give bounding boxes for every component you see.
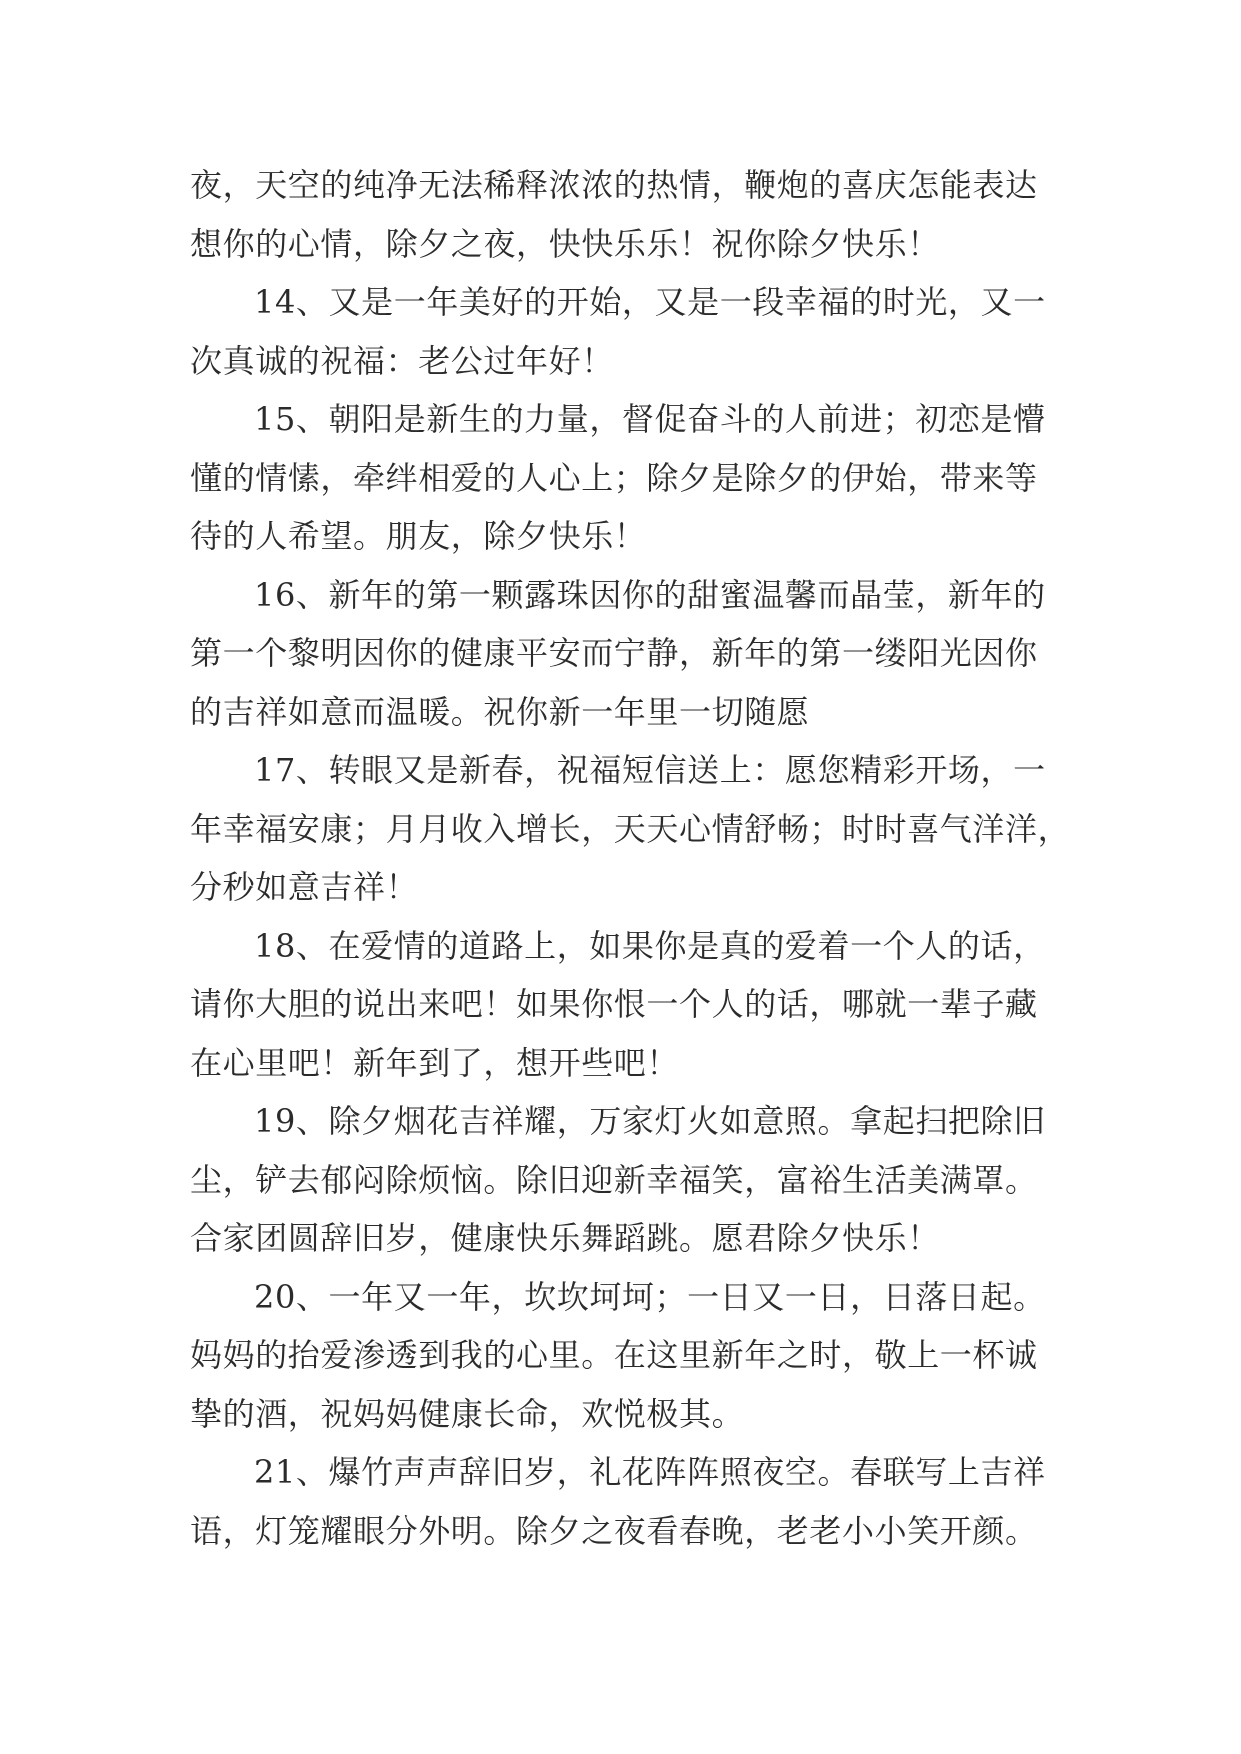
text-line: 挚的酒，祝妈妈健康长命，欢悦极其。	[190, 1394, 745, 1433]
text-line: 想你的心情，除夕之夜，快快乐乐！祝你除夕快乐！	[190, 224, 940, 263]
text-line: 14、又是一年美好的开始，又是一段幸福的时光，又一	[254, 283, 1046, 321]
text-line: 分秒如意吉祥！	[190, 868, 419, 906]
text-line: 在心里吧！新年到了，想开些吧！	[190, 1043, 680, 1082]
text-line: 合家团圆辞旧岁，健康快乐舞蹈跳。愿君除夕快乐！	[190, 1219, 940, 1257]
text-line: 次真诚的祝福：老公过年好！	[190, 341, 614, 380]
text-line: 18、在爱情的道路上，如果你是真的爱着一个人的话，	[254, 926, 1046, 965]
text-line: 17、转眼又是新春，祝福短信送上：愿您精彩开场，一	[254, 751, 1046, 789]
text-line: 语，灯笼耀眼分外明。除夕之夜看春晚，老老小小笑开颜。	[190, 1511, 1038, 1550]
text-line: 的吉祥如意而温暖。祝你新一年里一切随愿	[190, 692, 810, 731]
text-line: 16、新年的第一颗露珠因你的甜蜜温馨而晶莹，新年的	[254, 575, 1046, 614]
text-line: 第一个黎明因你的健康平安而宁静，新年的第一缕阳光因你	[190, 634, 1038, 672]
text-line: 15、朝阳是新生的力量，督促奋斗的人前进；初恋是懵	[254, 400, 1046, 438]
text-line: 懂的情愫，牵绊相爱的人心上；除夕是除夕的伊始，带来等	[190, 458, 1038, 497]
text-line: 20、一年又一年，坎坎坷坷；一日又一日，日落日起。	[254, 1277, 1046, 1316]
text-line: 夜，天空的纯净无法稀释浓浓的热情，鞭炮的喜庆怎能表达	[190, 166, 1038, 204]
text-line: 请你大胆的说出来吧！如果你恨一个人的话，哪就一辈子藏	[190, 985, 1038, 1023]
text-line: 年幸福安康；月月收入增长，天天心情舒畅；时时喜气洋洋，	[190, 809, 1071, 848]
text-line: 妈妈的抬爱渗透到我的心里。在这里新年之时，敬上一杯诚	[190, 1336, 1038, 1374]
text-line: 待的人希望。朋友，除夕快乐！	[190, 517, 647, 555]
text-line: 19、除夕烟花吉祥耀，万家灯火如意照。拿起扫把除旧	[254, 1102, 1046, 1140]
text-line: 21、爆竹声声辞旧岁，礼花阵阵照夜空。春联写上吉祥	[254, 1453, 1046, 1491]
document-body	[190, 156, 1070, 1560]
text-line: 尘，铲去郁闷除烦恼。除旧迎新幸福笑，富裕生活美满罩。	[190, 1160, 1038, 1199]
